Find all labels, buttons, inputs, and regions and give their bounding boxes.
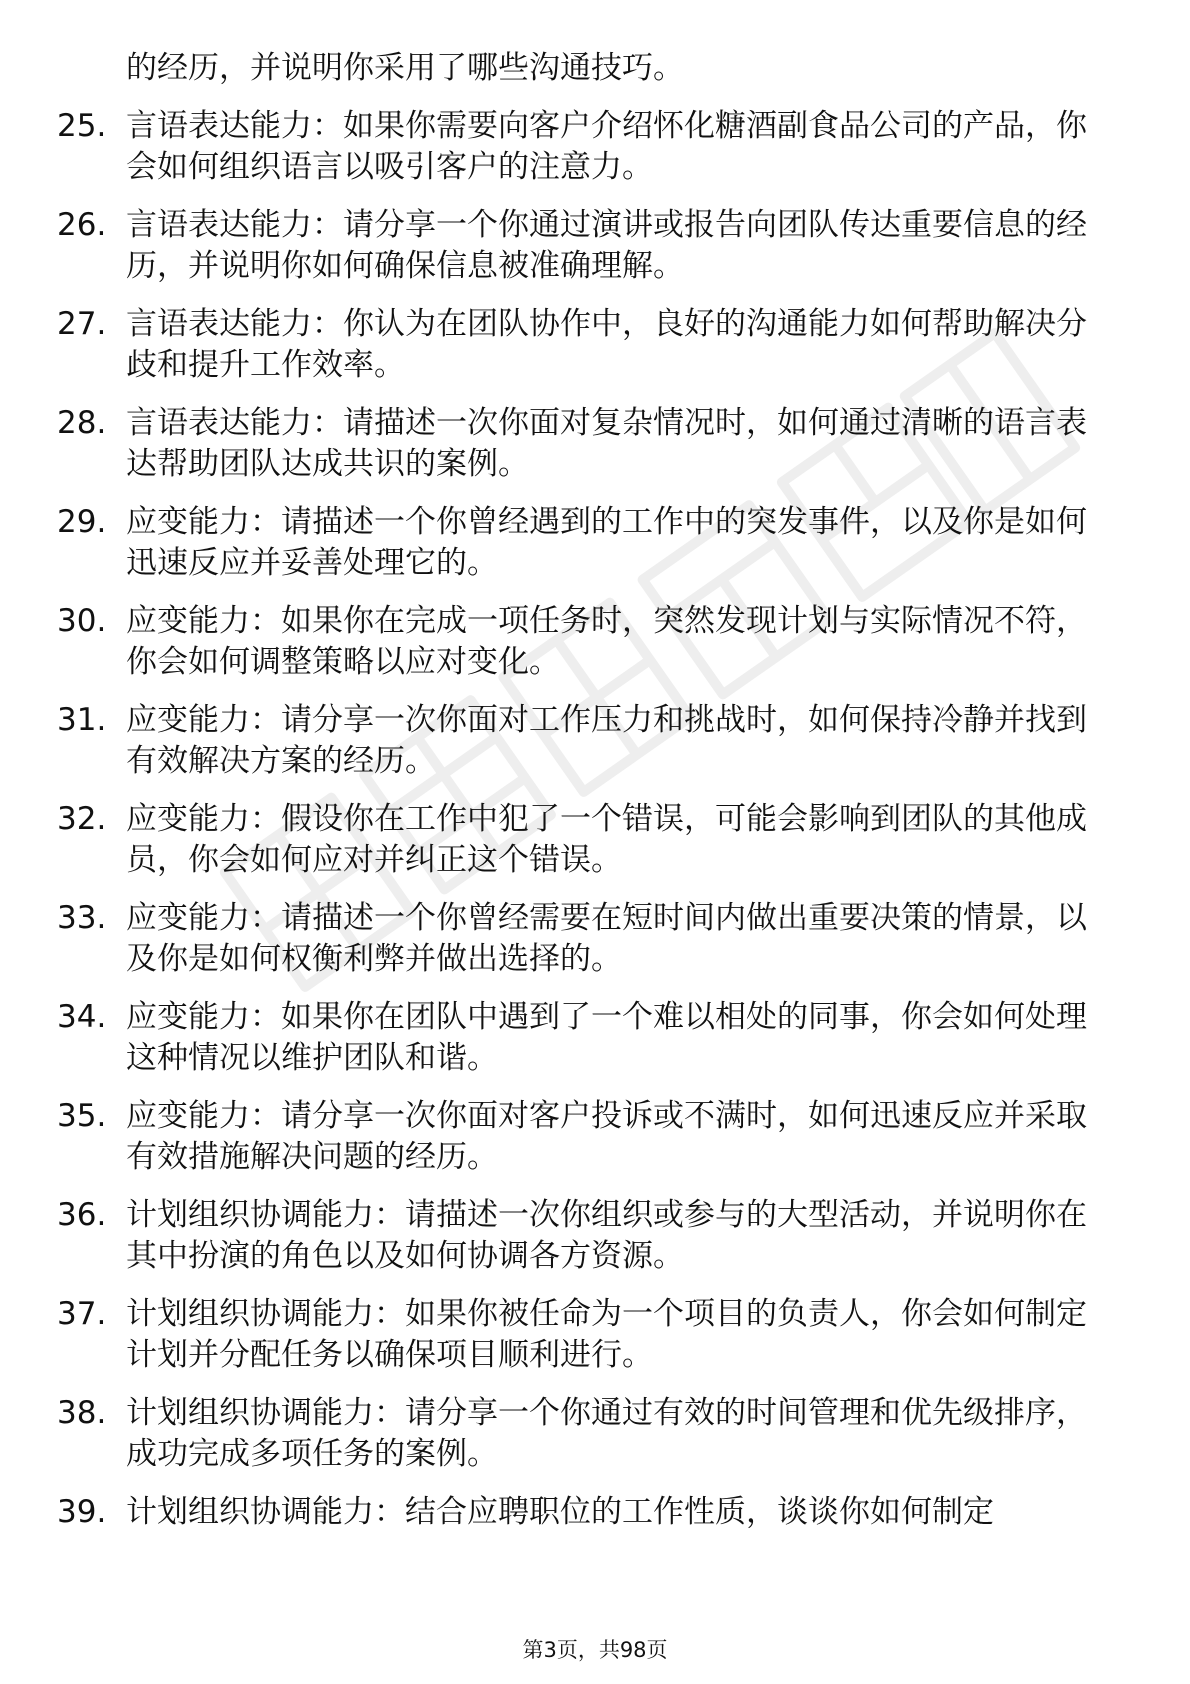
item-text: 计划组织协调能力：结合应聘职位的工作性质，谈谈你如何制定 [126,1494,994,1530]
item-number: 28. [57,405,107,441]
item-number: 33. [57,900,107,936]
item-text: 言语表达能力：如果你需要向客户介绍怀化糖酒副食品公司的产品，你会如何组织语言以吸引客户的注意力。 [126,108,1087,185]
item-number: 39. [57,1494,107,1530]
item-text: 言语表达能力：你认为在团队协作中，良好的沟通能力如何帮助解决分歧和提升工作效率。 [126,306,1087,383]
list-item [57,502,1117,584]
item-text: 言语表达能力：请分享一个你通过演讲或报告向团队传达重要信息的经历，并说明你如何确保信息被准确理解。 [126,207,1087,284]
list-item [57,304,1117,386]
item-number: 37. [57,1296,107,1332]
item-number: 27. [57,306,107,342]
item-number: 29. [57,504,107,540]
item-text: 应变能力：请分享一次你面对工作压力和挑战时，如何保持冷静并找到有效解决方案的经历。 [126,702,1087,779]
item-text: 应变能力：如果你在完成一项任务时，突然发现计划与实际情况不符，你会如何调整策略以应对变化。 [126,603,1087,680]
question-list [57,48,1117,1533]
list-item [57,997,1117,1079]
list-item [57,1492,1117,1533]
list-item [57,205,1117,287]
item-number: 35. [57,1098,107,1134]
list-item [57,1096,1117,1178]
item-text: 应变能力：假设你在工作中犯了一个错误，可能会影响到团队的其他成员，你会如何应对并纠正这个错误。 [126,801,1087,878]
item-text: 应变能力：请分享一次你面对客户投诉或不满时，如何迅速反应并采取有效措施解决问题的经历。 [126,1098,1087,1175]
item-text: 计划组织协调能力：请分享一个你通过有效的时间管理和优先级排序，成功完成多项任务的案例。 [126,1395,1087,1472]
list-item [57,700,1117,782]
list-item [57,403,1117,485]
list-item [57,1294,1117,1376]
continued-text: 的经历，并说明你采用了哪些沟通技巧。 [126,50,684,86]
item-number: 36. [57,1197,107,1233]
item-text: 计划组织协调能力：请描述一次你组织或参与的大型活动，并说明你在其中扮演的角色以及如何协调各方资源。 [126,1197,1087,1274]
list-item [57,601,1117,683]
item-number: 38. [57,1395,107,1431]
item-number: 34. [57,999,107,1035]
list-item [57,106,1117,188]
item-number: 25. [57,108,107,144]
item-text: 计划组织协调能力：如果你被任命为一个项目的负责人，你会如何制定计划并分配任务以确保项目顺利进行。 [126,1296,1087,1373]
list-item [57,1393,1117,1475]
list-item [57,898,1117,980]
item-text: 言语表达能力：请描述一次你面对复杂情况时，如何通过清晰的语言表达帮助团队达成共识的案例。 [126,405,1087,482]
item-number: 31. [57,702,107,738]
item-text: 应变能力：请描述一个你曾经需要在短时间内做出重要决策的情景，以及你是如何权衡利弊并做出选择的。 [126,900,1087,977]
item-number: 32. [57,801,107,837]
list-item [57,799,1117,881]
item-number: 26. [57,207,107,243]
item-text: 应变能力：请描述一个你曾经遇到的工作中的突发事件，以及你是如何迅速反应并妥善处理它的。 [126,504,1087,581]
list-item [57,1195,1117,1277]
page-number: 第3页，共98页 [522,1638,668,1662]
item-number: 30. [57,603,107,639]
item-text: 应变能力：如果你在团队中遇到了一个难以相处的同事，你会如何处理这种情况以维护团队和谐。 [126,999,1087,1076]
